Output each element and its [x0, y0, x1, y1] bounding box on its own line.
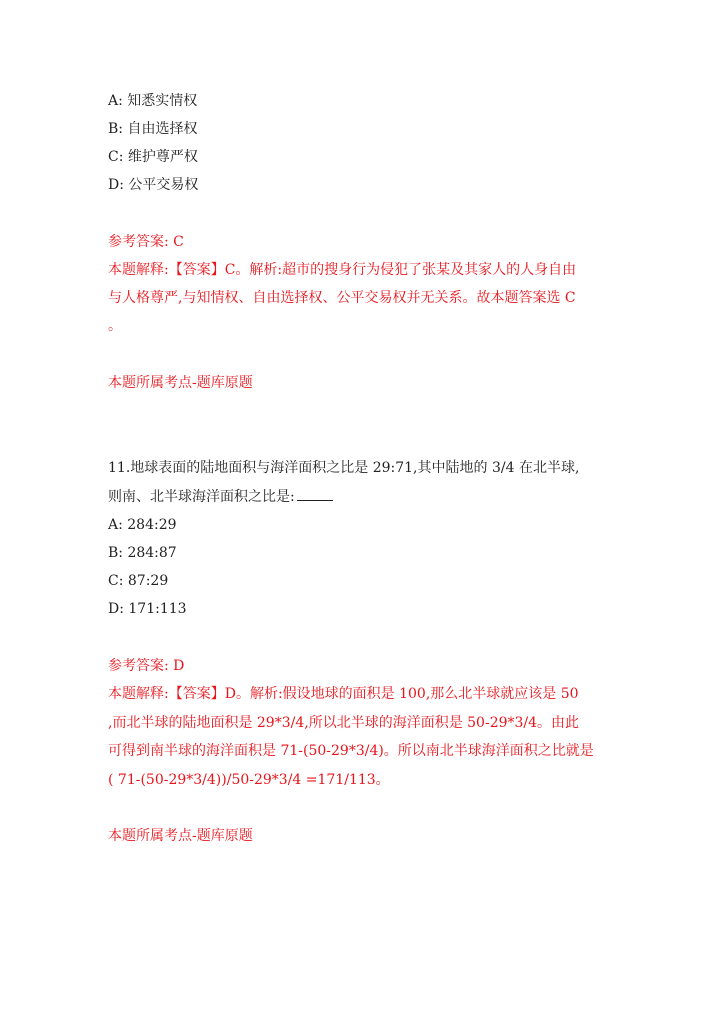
option-b: B: 284:87 [108, 545, 177, 561]
option-a: A: 知悉实情权 [108, 93, 198, 109]
explanation-line: 本题解释:【答案】D。解析:假设地球的面积是 100,那么北半球就应该是 50 [108, 686, 579, 702]
option-d: D: 171:113 [108, 601, 187, 617]
explanation-line: 本题解释:【答案】C。解析:超市的搜身行为侵犯了张某及其家人的人身自由 [108, 262, 577, 278]
explanation-line: ( 71-(50-29*3/4))/50-29*3/4 =171/113。 [108, 772, 390, 788]
answer-blank [297, 486, 333, 501]
option-a: A: 284:29 [108, 517, 177, 533]
answer-label: 参考答案: D [108, 658, 185, 674]
option-c: C: 维护尊严权 [108, 149, 198, 165]
explanation-line: 。 [108, 318, 122, 334]
explanation-line: 与人格尊严,与知情权、自由选择权、公平交易权并无关系。故本题答案选 C [108, 290, 576, 306]
option-c: C: 87:29 [108, 573, 169, 589]
explanation-line: 可得到南半球的海洋面积是 71-(50-29*3/4)。所以南北半球海洋面积之比就是 [108, 743, 594, 759]
option-d: D: 公平交易权 [108, 177, 199, 193]
question-stem: 11.地球表面的陆地面积与海洋面积之比是 29:71,其中陆地的 3/4 在北半球, [108, 460, 580, 476]
answer-label: 参考答案: C [108, 234, 184, 250]
question-stem-text: 则南、北半球海洋面积之比是: [108, 489, 295, 505]
source-note: 本题所属考点-题库原题 [108, 828, 253, 844]
explanation-line: ,而北半球的陆地面积是 29*3/4,所以北半球的海洋面积是 50-29*3/4。由此 [108, 715, 580, 731]
option-b: B: 自由选择权 [108, 121, 198, 137]
question-stem-line2 [108, 486, 333, 506]
source-note: 本题所属考点-题库原题 [108, 375, 253, 391]
